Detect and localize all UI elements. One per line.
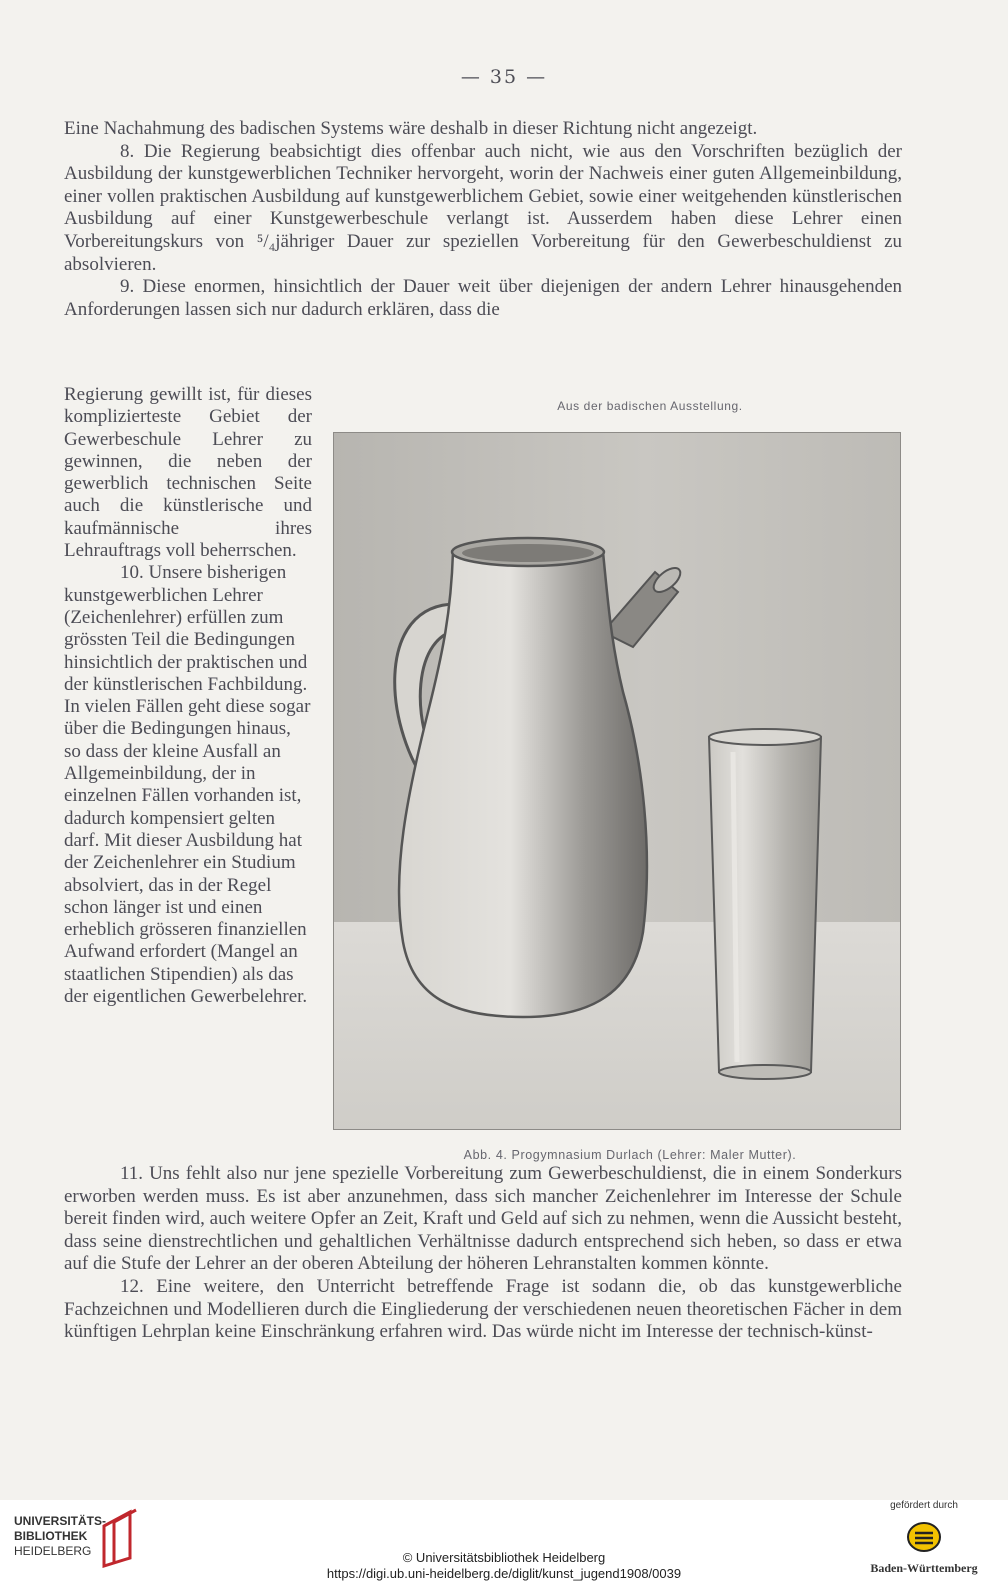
paragraph-9-continued: Regierung gewillt ist, für dieses komplizierteste Gebiet der Gewerbeschule Lehrer zu gewinnen, die neben der gewerblich technischen Seite auch die künstlerische und kaufmännische ihres Lehrauftrags voll beherrschen. — [64, 384, 312, 562]
column-text-block — [64, 384, 312, 1008]
paragraph-intro: Eine Nachahmung des badischen Systems wäre deshalb in dieser Richtung nicht angezeigt. — [64, 118, 758, 139]
paragraph-12: 12. Eine weitere, den Unterricht betreffende Frage ist sodann die, ob das kunstgewerbliche Fachzeichnen und Modellieren durch die Eingliederung der verschiedenen neuen theoretischen Fächer in dem künftigen Lehrplan keine Einschränkung erfahren wird. Das würde nicht im Interesse der technisch-künst- — [64, 1275, 902, 1343]
library-name-line-3: HEIDELBERG — [14, 1544, 92, 1558]
sponsor-name: Baden-Württemberg — [870, 1561, 978, 1575]
sponsor-block — [864, 1500, 984, 1576]
figure-source-caption: Aus der badischen Ausstellung. — [557, 399, 743, 413]
paragraph-10: 10. Unsere bisherigen kunstgewerblichen Lehrer (Zeichenlehrer) erfüllen zum grössten Teil die Bedingungen hinsichtlich der praktischen und der künstlerischen Fachbildung. In vielen Fällen geht diese sogar über die Bedingungen hinaus, so dass der kleine Ausfall an Allgemeinbildung, der in einzelnen Fällen vorhanden ist, dadurch kompensiert gelten darf. Mit dieser Ausbildung hat der Zeichenlehrer ein Studium absolviert, das in der Regel schon länger ist und einen erheblich grösseren finanziellen Aufwand erfordert (Mangel an staatlichen Stipendien) als das der eigentlichen Gewerbelehrer. — [64, 562, 311, 1008]
sponsor-label: gefördert durch — [890, 1500, 958, 1511]
paragraph-11: 11. Uns fehlt also nur jene spezielle Vorbereitung zum Gewerbeschuldienst, die in einem Sonderkurs erworben werden muss. Es ist aber anzunehmen, dass sich mancher Zeichenlehrer im Interesse der Schule bereit finden wird, auch weitere Opfer an Zeit, Kraft und Geld auf sich zu nehmen, wenn die Aussicht besteht, dass seine dienstrechtlichen und gehaltlichen Verhältnisse dadurch entsprechend sich heben, so dass er etwa auf die Stufe der Lehrer an der oberen Abteilung der höheren Lehranstalten kommen könnte. — [64, 1163, 902, 1275]
library-name-line-2: BIBLIOTHEK — [14, 1529, 88, 1543]
copyright-text: © Universitätsbibliothek Heidelberg — [402, 1550, 606, 1565]
page-number: — 35 — — [460, 66, 548, 88]
state-seal-icon — [906, 1519, 942, 1555]
figure-caption: Abb. 4. Progymnasium Durlach (Lehrer: Maler Mutter). — [463, 1148, 797, 1162]
paragraph-8: 8. Die Regierung beabsichtigt dies offenbar auch nicht, wie aus den Vorschriften bezüglich der Ausbildung der kunstgewerblichen Techniker hervorgeht, worin der Nachweis einer guten Allgemeinbildung, einer vollen praktischen Ausbildung auf kunstgewerblichem Gebiet, sowie einer weitgehenden künstlerischen Ausbildung auf einer Kunstgewerbeschule verlangt ist. Ausserdem haben diese Lehrer einen Vorbereitungskurs von ⁵/₄jähriger Dauer zur speziellen Vorbereitung für den Gewerbeschuldienst zu absolvieren. — [64, 140, 902, 275]
bottom-text-block — [64, 1163, 902, 1344]
copyright-block — [0, 1550, 1008, 1582]
paragraph-9: 9. Diese enormen, hinsichtlich der Dauer weit über diejenigen der andern Lehrer hinausgehenden Anforderungen lassen sich nur dadurch erklären, dass die — [64, 276, 902, 320]
library-name-line-1: UNIVERSITÄTS- — [14, 1514, 107, 1528]
footer-bar — [0, 1500, 1008, 1584]
figure-jug-and-glass-drawing — [333, 432, 901, 1130]
top-text-block — [64, 118, 902, 321]
source-url-link[interactable]: https://digi.ub.uni-heidelberg.de/diglit/kunst_jugend1908/0039 — [326, 1566, 682, 1581]
